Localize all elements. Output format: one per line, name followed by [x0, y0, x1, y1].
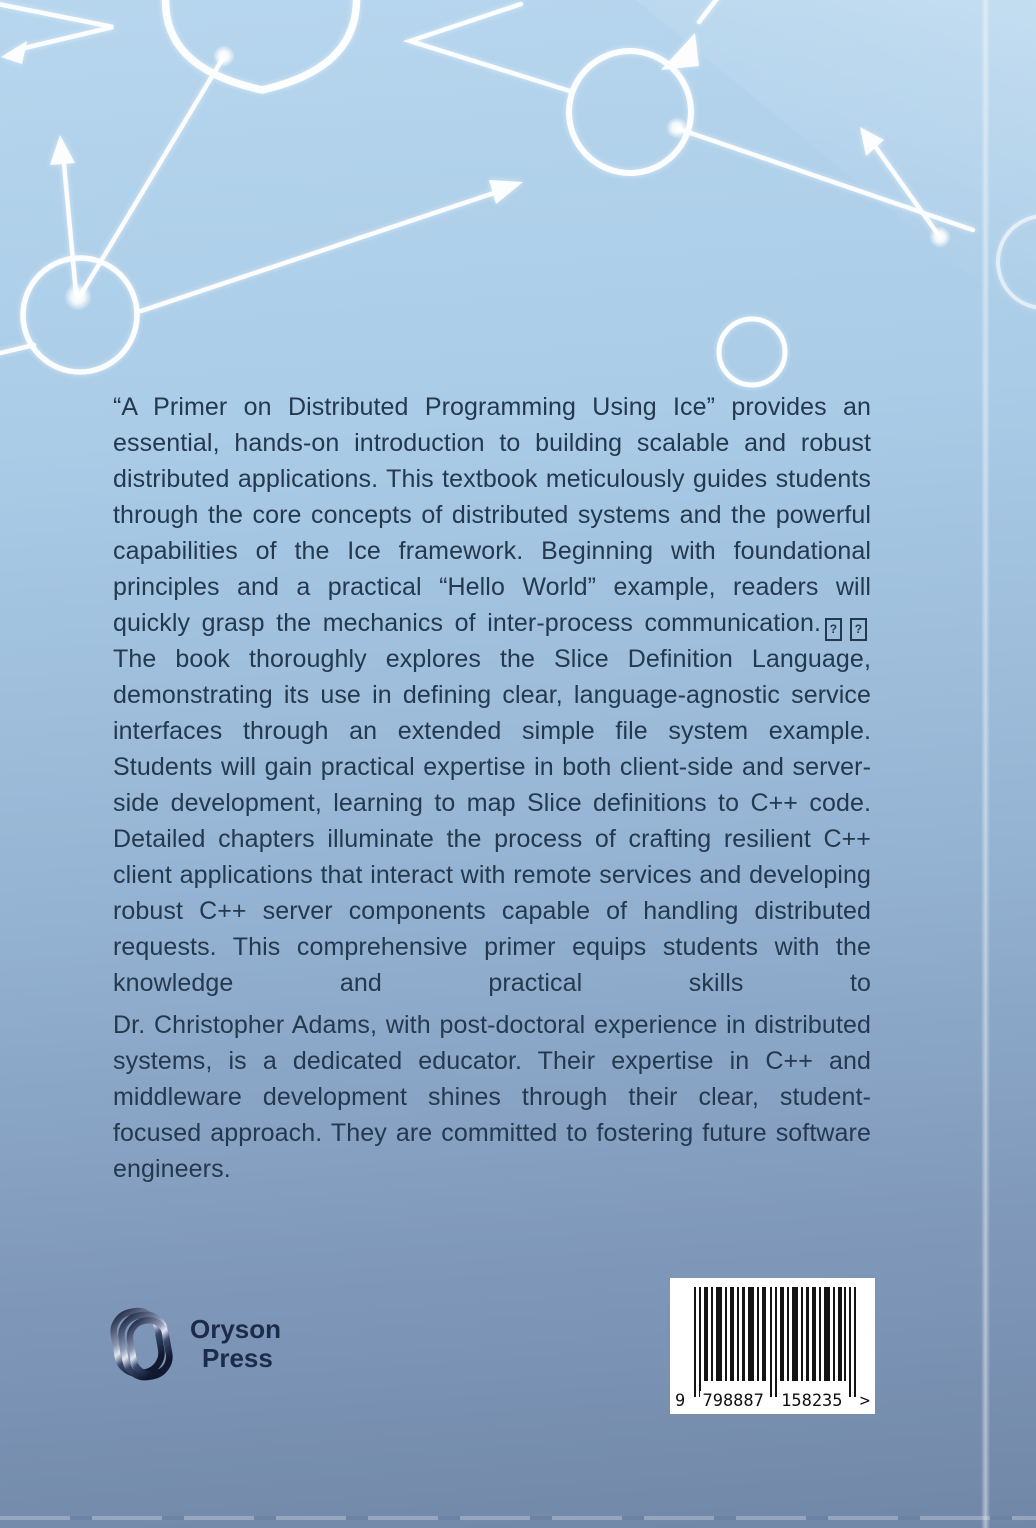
- author-bio: Dr. Christopher Adams, with post-doctoral experience in distributed systems, is a dedicated educator. Their expertise in C++ and middleware development shines through their clear, student-focused approach. They are committed to fostering future software engineers.: [113, 1011, 871, 1183]
- isbn-group1: 798887: [702, 1391, 764, 1411]
- corner-light-sheen: [636, 0, 1036, 330]
- glow-dot-left-circle: [64, 283, 92, 311]
- book-description: [113, 389, 871, 1001]
- isbn-prefix: 9: [675, 1391, 686, 1411]
- description-part2: The book thoroughly explores the Slice Definition Language, demonstrating its use in defining clear, language-agnostic service interfaces through an extended simple file system example. Students will gain practical expertise in both client-side and server-side development, learning to map Slice definitions to C++ code. Detailed chapters illuminate the process of crafting resilient C++ client applications that interact with remote services and developing robust C++ server components capable of handling distributed requests. This comprehensive primer equips students with the knowledge and practical skills to: [113, 645, 871, 997]
- publisher-name-top: Oryson: [190, 1314, 282, 1344]
- glow-dot-right-circle: [666, 117, 688, 139]
- glow-dot-eye: [213, 45, 235, 67]
- publisher-name: [190, 1315, 281, 1373]
- missing-glyph-box: ?: [825, 618, 842, 641]
- publisher-logo: [110, 1298, 281, 1390]
- spine-fold-highlight: [981, 0, 990, 1528]
- isbn-barcode: [670, 1278, 875, 1414]
- isbn-number: [673, 1391, 872, 1411]
- isbn-suffix: >: [859, 1391, 870, 1411]
- isbn-group2: 158235: [781, 1391, 843, 1411]
- description-part1: “A Primer on Distributed Programming Using Ice” provides an essential, hands-on introduction to building scalable and robust distributed applications. This textbook meticulously guides students through the core concepts of distributed systems and the powerful capabilities of the Ice framework. Beginning with foundational principles and a practical “Hello World” example, readers will quickly grasp the mechanics of inter-process communication.: [113, 393, 871, 637]
- publisher-name-bottom: Press: [202, 1343, 273, 1373]
- missing-glyph-box: ?: [850, 618, 867, 641]
- oryson-press-icon: [110, 1298, 180, 1390]
- cover-bottom-edge: [0, 1516, 1036, 1520]
